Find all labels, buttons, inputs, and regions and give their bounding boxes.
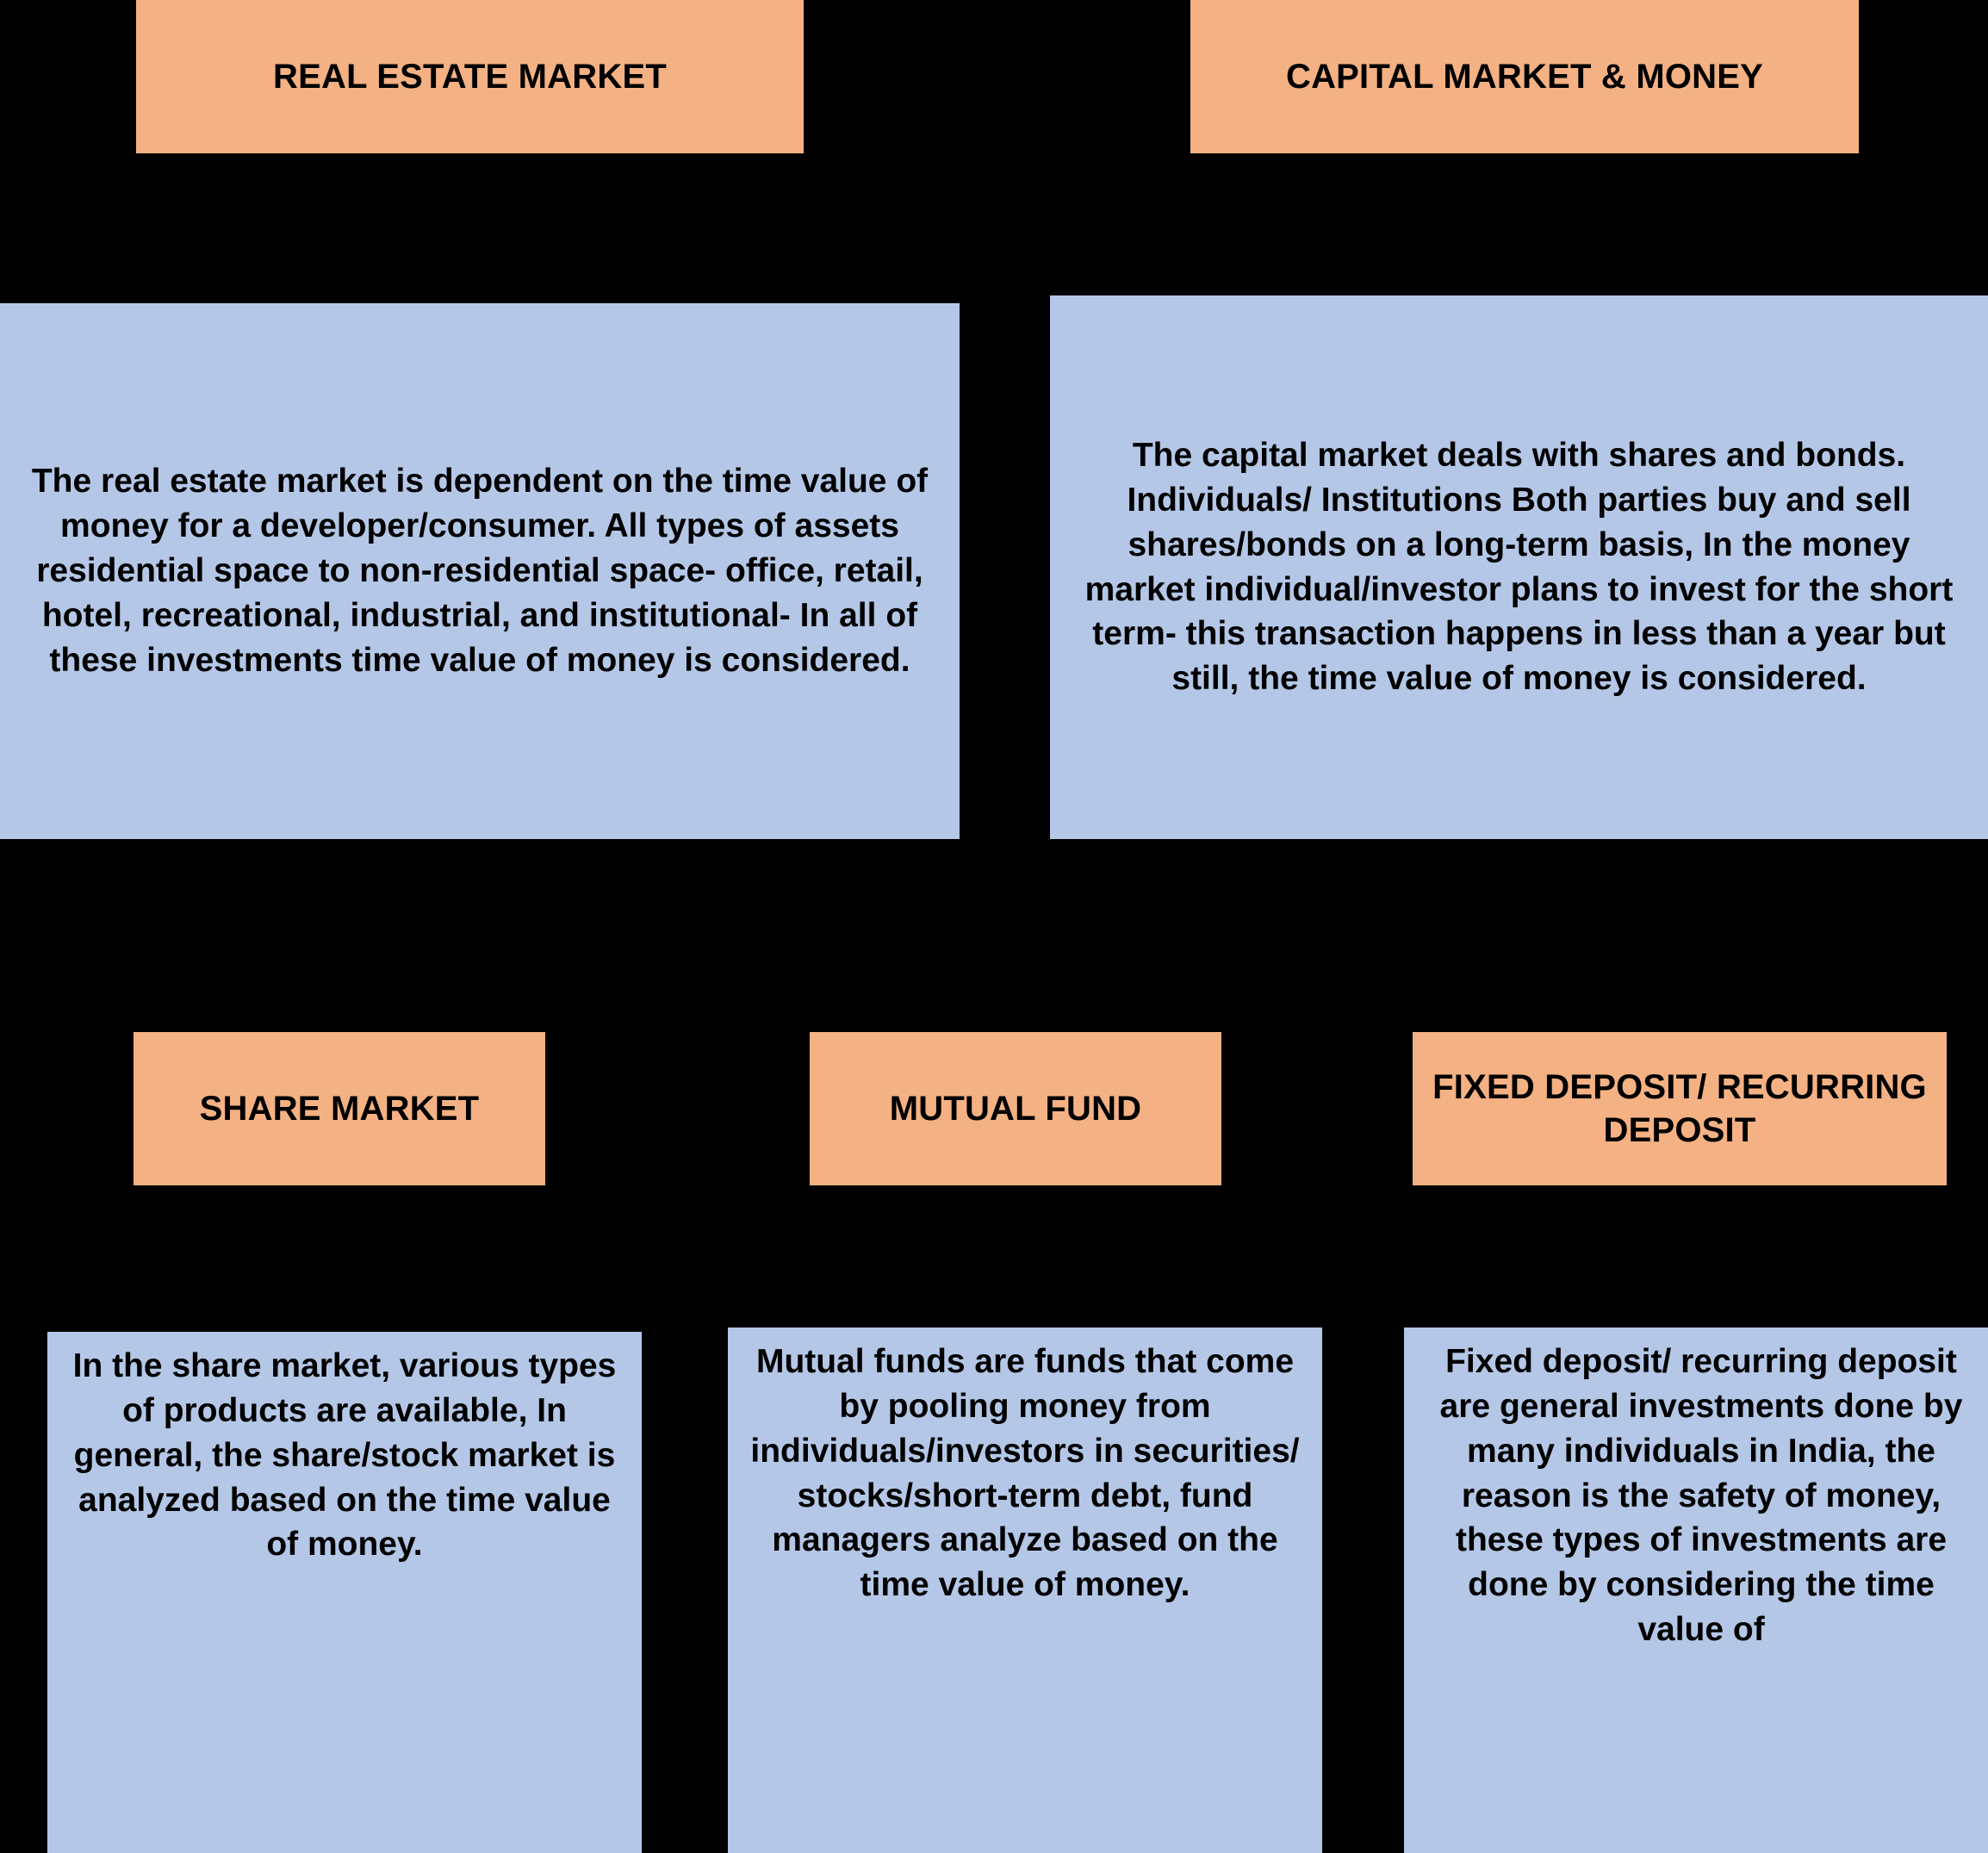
- header-real-estate-market-label: REAL ESTATE MARKET: [273, 58, 667, 96]
- header-capital-market-money: [1190, 0, 1859, 153]
- body-capital-market-money-text: The capital market deals with shares and bonds. Individuals/ Institutions Both parties buy and sell shares/bonds on a long-term basis, In the money market individual/investor plans to invest for the short term- this transaction happens in less than a year but still, the time value of money is considered.: [1084, 436, 1954, 698]
- header-share-market-label: SHARE MARKET: [199, 1090, 480, 1128]
- header-fixed-deposit-label: FIXED DEPOSIT/ RECURRING DEPOSIT: [1432, 1068, 1927, 1149]
- header-capital-market-money-label: CAPITAL MARKET & MONEY: [1285, 58, 1764, 96]
- header-fixed-deposit: [1413, 1032, 1947, 1185]
- header-real-estate-market: [136, 0, 804, 153]
- body-capital-market-money: [1050, 295, 1988, 839]
- body-mutual-fund-text: Mutual funds are funds that come by pooling money from individuals/investors in securities/ stocks/short-term debt, fund managers analyze based on the time value of money.: [750, 1343, 1300, 1604]
- body-share-market-text: In the share market, various types of products are available, In general, the share/stock market is analyzed based on the time value of money.: [72, 1347, 617, 1564]
- body-mutual-fund: [728, 1328, 1322, 1853]
- body-fixed-deposit-text: Fixed deposit/ recurring deposit are general investments done by many individuals in India, the reason is the safety of money, these types of investments are done by considering the time value of: [1439, 1343, 1963, 1649]
- body-real-estate-market-text: The real estate market is dependent on the time value of money for a developer/consumer. All types of assets residential space to non-residential space- office, retail, hotel, recreational, industrial, and institutional- In all of these investments time value of money is considered.: [31, 463, 929, 679]
- body-share-market: [47, 1332, 642, 1853]
- header-mutual-fund-label: MUTUAL FUND: [889, 1090, 1142, 1128]
- body-real-estate-market: [0, 303, 960, 839]
- body-fixed-deposit: [1404, 1328, 1988, 1853]
- header-share-market: [134, 1032, 545, 1185]
- header-mutual-fund: [810, 1032, 1221, 1185]
